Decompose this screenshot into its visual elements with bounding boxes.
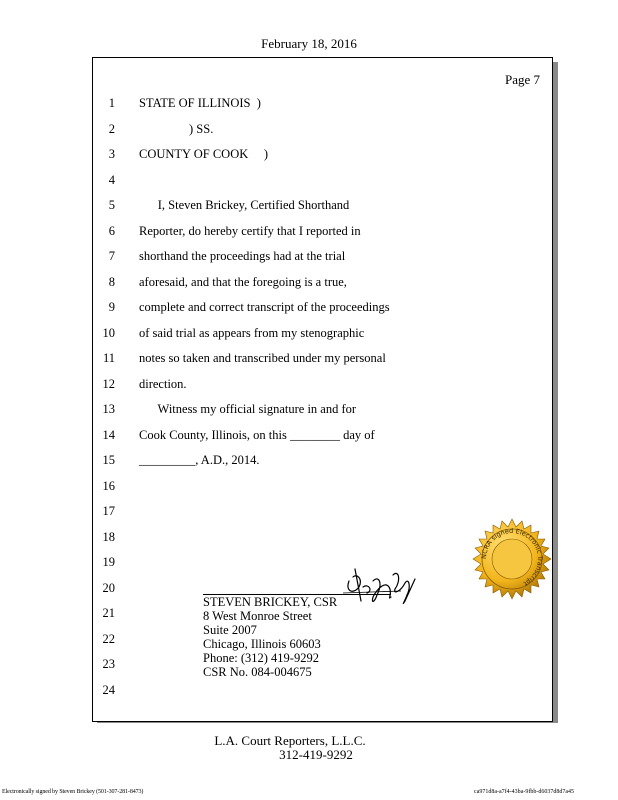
line-number: 20 (102, 580, 115, 595)
line-text: direction. (139, 376, 187, 391)
line-text: notes so taken and transcribed under my personal (139, 351, 386, 365)
line-number: 4 (108, 172, 115, 187)
line-number: 19 (102, 555, 115, 569)
line-number: 9 (108, 300, 115, 314)
line-number: 18 (102, 529, 115, 544)
footer-phone: 312-419-9292 (279, 747, 353, 762)
line-number: 12 (102, 376, 115, 391)
line-number: 22 (102, 631, 115, 646)
seal-text: NCRA signed Electronic Transcript (479, 526, 545, 588)
line-number: 21 (102, 606, 115, 620)
document-hash: ca971d8a-a7f4-43ba-9fbb-d6037d8d7a45 (474, 789, 574, 795)
transcript-line (93, 224, 552, 244)
transcript-line (93, 249, 552, 269)
electronic-signature-note: Electronically signed by Steven Brickey (501-307-281-8473) (2, 789, 144, 795)
transcript-line (93, 479, 552, 499)
line-number: 14 (102, 427, 115, 442)
address-suite: Suite 2007 (203, 623, 257, 637)
address-city: Chicago, Illinois 60603 (203, 637, 321, 651)
transcript-line (93, 377, 552, 397)
footer-company: L.A. Court Reporters, L.L.C. (214, 733, 366, 748)
line-number: 13 (102, 402, 115, 416)
header-date: February 18, 2016 (261, 36, 357, 51)
address-street: 8 West Monroe Street (203, 609, 312, 623)
transcript-line (93, 326, 552, 346)
line-number: 16 (102, 478, 115, 493)
signature-block (203, 594, 391, 679)
line-text: of said trial as appears from my stenographic (139, 325, 365, 340)
line-number: 7 (108, 249, 115, 263)
line-number: 10 (102, 325, 115, 340)
page-number: Page 7 (504, 72, 540, 87)
line-text: STATE OF ILLINOIS ) (139, 96, 261, 110)
line-number: 3 (108, 147, 115, 161)
transcript-line (93, 428, 552, 448)
transcript-line (93, 275, 552, 295)
transcript-line (93, 453, 552, 473)
line-text: ) SS. (139, 121, 214, 136)
transcript-line (93, 198, 552, 218)
transcript-line (93, 147, 552, 167)
line-text: Witness my official signature in and for (139, 402, 357, 416)
ncra-seal-icon (471, 518, 553, 600)
line-text: complete and correct transcript of the proceedings (139, 300, 390, 314)
line-number: 8 (108, 274, 115, 289)
line-number: 6 (108, 223, 115, 238)
line-text: I, Steven Brickey, Certified Shorthand (139, 198, 350, 212)
reporter-name: STEVEN BRICKEY, CSR (203, 595, 338, 609)
transcript-line (93, 96, 552, 116)
csr-number: CSR No. 084-004675 (203, 665, 312, 679)
line-number: 1 (108, 96, 115, 110)
transcript-line (93, 300, 552, 320)
line-text: _________, A.D., 2014. (139, 453, 260, 467)
line-number: 2 (108, 121, 115, 136)
line-text: Cook County, Illinois, on this ________ day of (139, 427, 375, 442)
line-text: COUNTY OF COOK ) (139, 147, 269, 161)
line-number: 17 (102, 504, 115, 518)
transcript-page (92, 57, 553, 722)
transcript-line (93, 351, 552, 371)
transcript-line (93, 683, 552, 703)
line-text: shorthand the proceedings had at the trial (139, 249, 346, 263)
line-text: Reporter, do hereby certify that I reported in (139, 223, 361, 238)
transcript-line (93, 173, 552, 193)
line-number: 15 (102, 453, 115, 467)
line-number: 5 (108, 198, 115, 212)
line-number: 11 (102, 351, 115, 365)
transcript-line (93, 122, 552, 142)
transcript-line (93, 402, 552, 422)
line-number: 24 (102, 682, 115, 697)
line-text: aforesaid, and that the foregoing is a true, (139, 274, 347, 289)
reporter-phone: Phone: (312) 419-9292 (203, 651, 319, 665)
line-number: 23 (102, 657, 115, 671)
